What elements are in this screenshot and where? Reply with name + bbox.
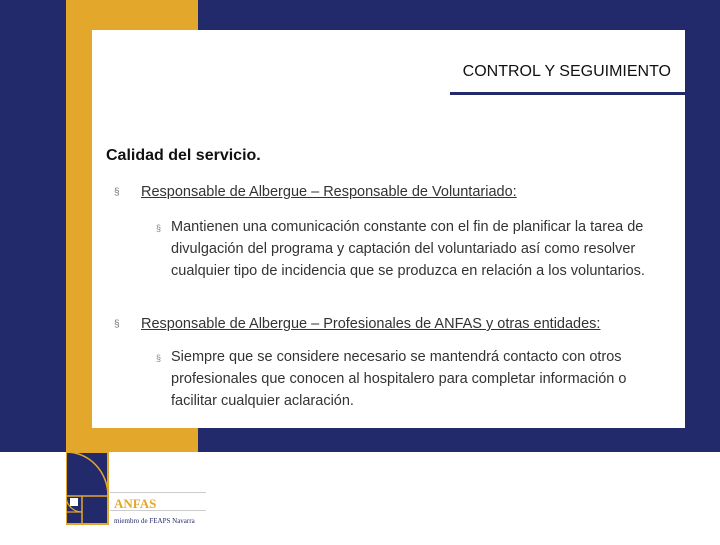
sub-bullet-marker: §	[156, 353, 162, 363]
slide-title: CONTROL Y SEGUIMIENTO	[462, 63, 671, 80]
bullet-marker: §	[114, 319, 120, 330]
content-panel	[92, 30, 685, 428]
sub-bullet-item-1: Mantienen una comunicación constante con el fin de planificar la tarea de divulgación del programa y captación del voluntariado así como resolver cualquier tipo de incidencia que se produzca en relación a los voluntarios.	[171, 219, 645, 279]
title-underline	[450, 92, 685, 95]
golden-spiral-icon	[66, 452, 211, 540]
logo-tagline: miembro de FEAPS Navarra	[114, 517, 195, 525]
bullet-marker: §	[114, 187, 120, 198]
logo-name: ANFAS	[114, 496, 157, 511]
section-heading: Calidad del servicio.	[106, 147, 261, 164]
anfas-logo	[66, 452, 211, 540]
sub-bullet-item-2: Siempre que se considere necesario se mantendrá contacto con otros profesionales que conocen al hospitalero para completar información o facilitar cualquier aclaración.	[171, 349, 627, 409]
bullet-item-2: Responsable de Albergue – Profesionales de ANFAS y otras entidades:	[141, 316, 601, 332]
sub-bullet-marker: §	[156, 223, 162, 233]
bullet-item-1: Responsable de Albergue – Responsable de Voluntariado:	[141, 184, 517, 200]
